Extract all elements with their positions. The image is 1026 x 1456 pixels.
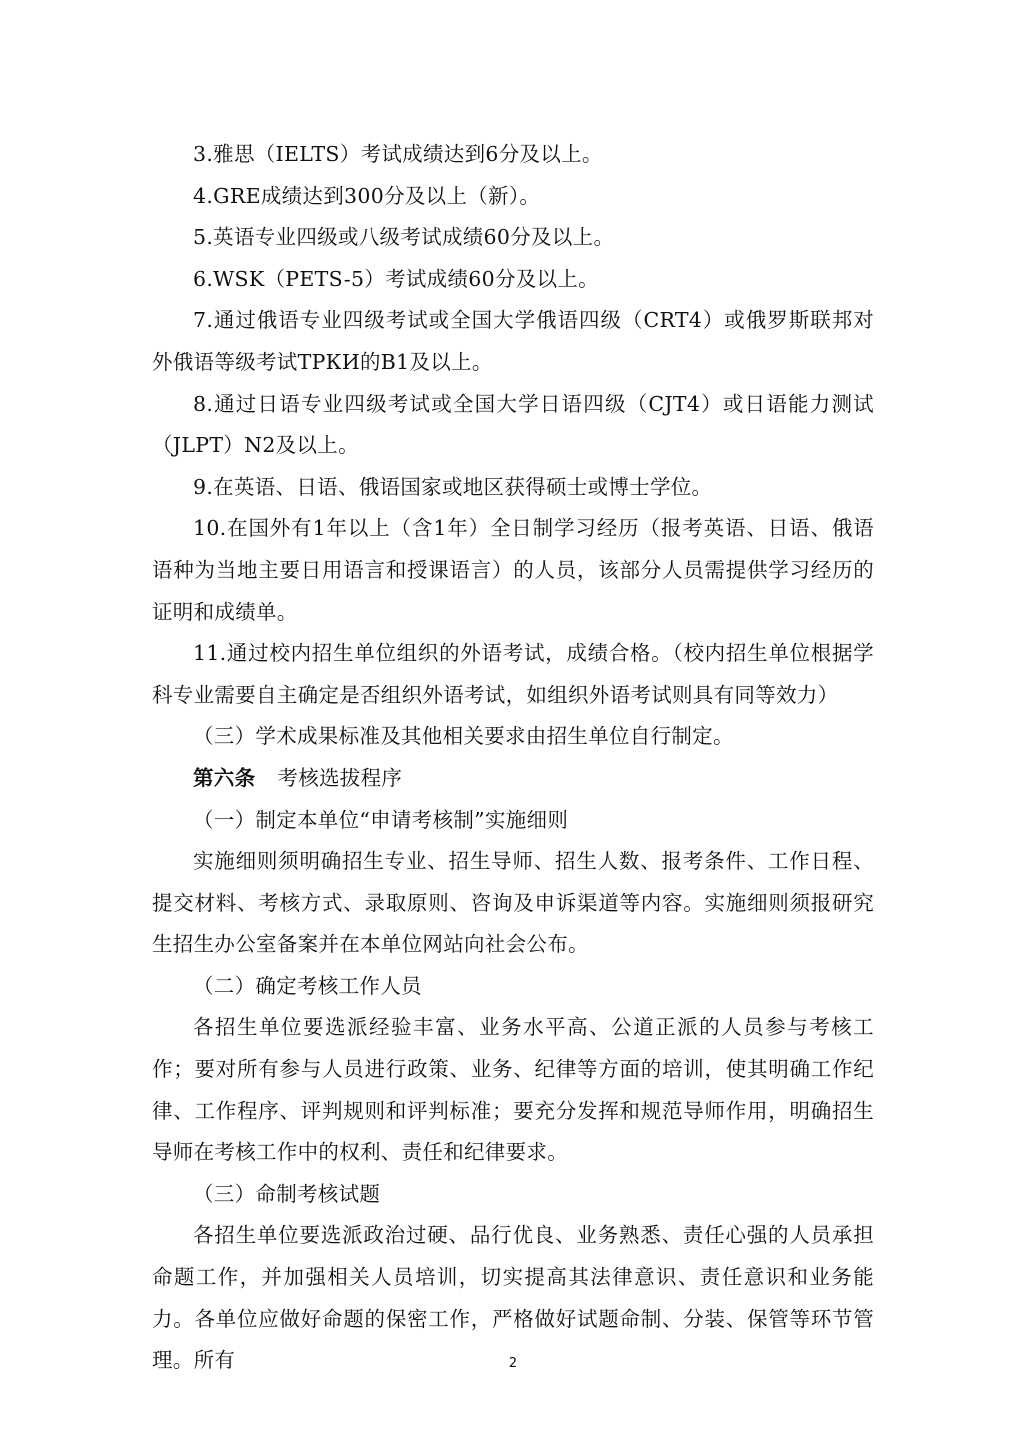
paragraph-tem: 5.英语专业四级或八级考试成绩60分及以上。 xyxy=(193,225,615,250)
paragraph-japanese: 8.通过日语专业四级考试或全国大学日语四级（CJT4）或日语能力测试（JLPT）N2及以上。 xyxy=(152,391,874,458)
page-number: 2 xyxy=(508,1356,518,1371)
paragraph-wsk: 6.WSK（PETS-5）考试成绩60分及以上。 xyxy=(193,266,599,291)
paragraph-internal-exam: 11.通过校内招生单位组织的外语考试，成绩合格。（校内招生单位根据学科专业需要自主确定是否组织外语考试，如组织外语考试则具有同等效力） xyxy=(152,641,874,707)
paragraph-questions: 各招生单位要选派政治过硬、品行优良、业务熟悉、责任心强的人员承担命题工作，并加强相关人员培训，切实提高其法律意识、责任意识和业务能力。各单位应做好命题的保密工作，严格做好试题命制、分装、保管等环节管理。所有 xyxy=(152,1223,874,1373)
section-heading-questions: （三）命制考核试题 xyxy=(193,1181,381,1206)
article-label: 第六条 xyxy=(193,765,256,790)
paragraph-academic-standard: （三）学术成果标准及其他相关要求由招生单位自行制定。 xyxy=(193,724,734,749)
section-heading-staff: （二）确定考核工作人员 xyxy=(193,973,422,998)
document-body xyxy=(152,134,874,1382)
paragraph-rules: 实施细则须明确招生专业、招生导师、招生人数、报考条件、工作日程、提交材料、考核方式、录取原则、咨询及申诉渠道等内容。实施细则须报研究生招生办公室备案并在本单位网站向社会公布。 xyxy=(152,849,874,957)
paragraph-russian: 7.通过俄语专业四级考试或全国大学俄语四级（CRT4）或俄罗斯联邦对外俄语等级考试ТРКИ的B1及以上。 xyxy=(152,308,874,374)
paragraph-ielts: 3.雅思（IELTS）考试成绩达到6分及以上。 xyxy=(193,142,603,166)
paragraph-gre: 4.GRE成绩达到300分及以上（新）。 xyxy=(193,183,541,208)
paragraph-staff: 各招生单位要选派经验丰富、业务水平高、公道正派的人员参与考核工作；要对所有参与人员进行政策、业务、纪律等方面的培训，使其明确工作纪律、工作程序、评判规则和评判标准；要充分发挥和规范导师作用，明确招生导师在考核工作中的权利、责任和纪律要求。 xyxy=(152,1015,874,1165)
article-title: 考核选拔程序 xyxy=(277,765,403,790)
paragraph-study-abroad: 10.在国外有1年以上（含1年）全日制学习经历（报考英语、日语、俄语语种为当地主要日用语言和授课语言）的人员，该部分人员需提供学习经历的证明和成绩单。 xyxy=(152,516,874,624)
article-heading xyxy=(152,758,874,800)
section-heading-rules: （一）制定本单位“申请考核制”实施细则 xyxy=(193,807,569,832)
paragraph-degree-abroad: 9.在英语、日语、俄语国家或地区获得硕士或博士学位。 xyxy=(193,474,713,499)
